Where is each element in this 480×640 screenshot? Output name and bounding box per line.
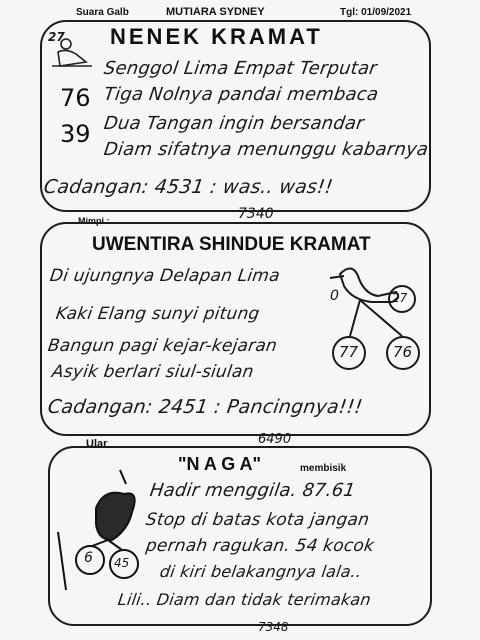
date-label: Tgl: 01/09/2021 xyxy=(340,7,412,18)
section3-line-1: Hadir menggila. 87.61 xyxy=(148,480,357,501)
section3-line-3: pernah ragukan. 54 kocok xyxy=(144,536,376,556)
section2-line-3: Bangun pagi kejar-kejaran xyxy=(46,336,279,356)
section3-line-2: Stop di batas kota jangan xyxy=(144,510,371,530)
publication-title: MUTIARA SYDNEY xyxy=(166,6,265,18)
source-label: Suara Galb xyxy=(76,7,129,18)
section1-line-2: Tiga Nolnya pandai membaca xyxy=(102,84,380,105)
section3-signature: 7348 xyxy=(258,620,289,634)
section2-line-4: Asyik berlari siul-siulan xyxy=(50,362,255,382)
circle-number-left: 77 xyxy=(339,343,359,361)
section3-label: Ular xyxy=(86,438,108,450)
section1-signature: 7340 xyxy=(238,206,274,222)
section3-line-4: di kiri belakangnya lala.. xyxy=(158,562,363,581)
section2-cadangan: Cadangan: 2451 : Pancingnya!!! xyxy=(46,396,364,418)
dragon-circle-right: 45 xyxy=(114,556,130,570)
section3-title: "N A G A" xyxy=(178,454,262,474)
section1-number-2: 39 xyxy=(60,120,91,148)
section1-line-3: Dua Tangan ingin bersandar xyxy=(102,113,366,134)
section1-title: NENEK KRAMAT xyxy=(110,24,323,49)
bird-circle-number: 27 xyxy=(392,291,408,305)
section2-label: Mimpi : xyxy=(78,216,110,226)
section1-number-1: 76 xyxy=(60,84,91,112)
section1-line-1: Senggol Lima Empat Terputar xyxy=(102,58,379,79)
badge-number: 27 xyxy=(48,30,65,44)
section2-line-1: Di ujungnya Delapan Lima xyxy=(48,266,282,286)
section2-title: UWENTIRA SHINDUE KRAMAT xyxy=(92,234,371,255)
section1-cadangan: Cadangan: 4531 : was.. was!! xyxy=(42,176,335,198)
dragon-circle-left: 6 xyxy=(84,550,93,566)
section2-signature: 6490 xyxy=(258,432,292,447)
circle-number-right: 76 xyxy=(393,343,413,361)
section1-line-4: Diam sifatnya menunggu kabarnya xyxy=(102,139,430,160)
section3-subtitle: membisik xyxy=(300,463,347,474)
section2-line-2: Kaki Elang sunyi pitung xyxy=(54,304,261,324)
section3-line-5: Lili.. Diam dan tidak terimakan xyxy=(116,590,373,609)
bird-number: 0 xyxy=(330,288,339,304)
